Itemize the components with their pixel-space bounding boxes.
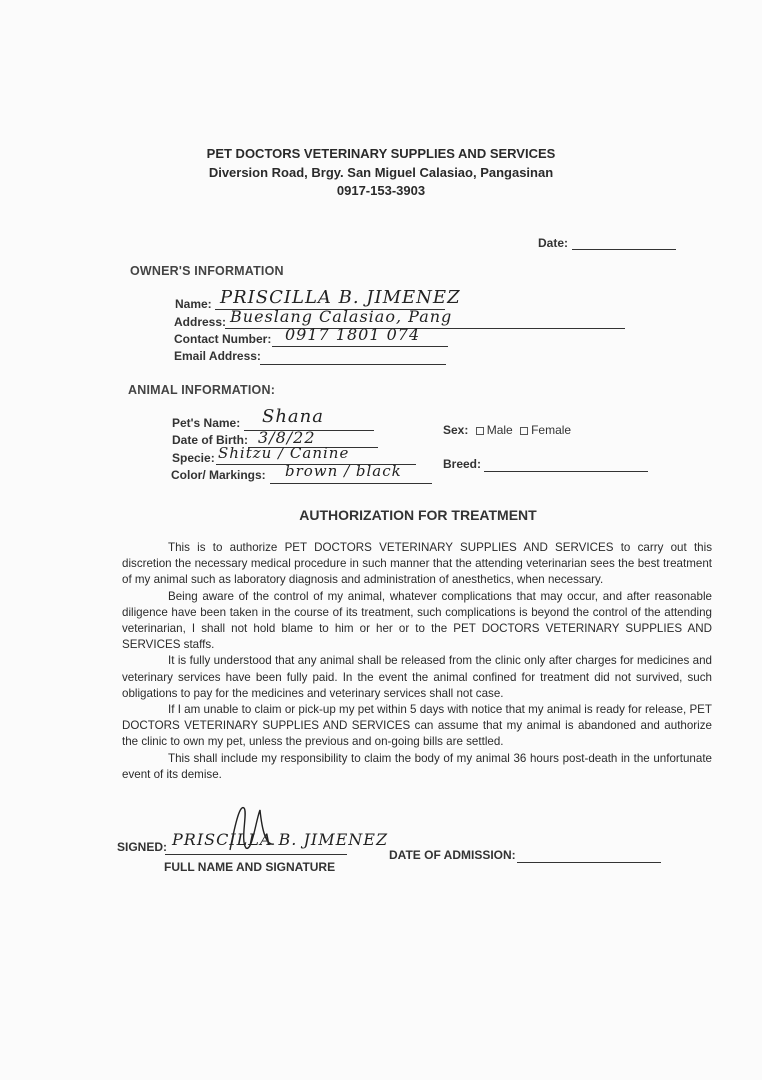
owner-address-label: Address: xyxy=(174,315,227,329)
breed-label: Breed: xyxy=(443,457,482,471)
email-field[interactable] xyxy=(260,364,446,365)
owner-address-value: Bueslang Calasiao, Pang xyxy=(230,307,453,326)
signed-label: SIGNED: xyxy=(117,840,168,854)
sex-field xyxy=(443,423,571,437)
pet-name-label: Pet's Name: xyxy=(172,416,241,430)
email-label: Email Address: xyxy=(174,349,261,363)
specie-value: Shitzu / Canine xyxy=(218,444,350,462)
pet-name-value: Shana xyxy=(262,406,324,427)
contact-number-field[interactable] xyxy=(272,346,448,347)
female-option-label: Female xyxy=(531,423,572,437)
company-phone: 0917-153-3903 xyxy=(336,183,426,198)
dob-label: Date of Birth: xyxy=(172,433,248,447)
contact-number-label: Contact Number: xyxy=(174,332,272,346)
color-markings-label: Color/ Markings: xyxy=(171,468,266,482)
date-field[interactable] xyxy=(572,249,676,250)
contact-number-value: 0917 1801 074 xyxy=(285,325,421,344)
date-label: Date: xyxy=(538,236,569,250)
specie-label: Specie: xyxy=(172,451,215,465)
breed-field[interactable] xyxy=(484,471,648,472)
admission-date-field[interactable] xyxy=(517,862,661,863)
female-checkbox[interactable] xyxy=(520,427,528,435)
authorization-paragraph: It is fully understood that any animal shall be released from the clinic only after charges for medicines and veterinary services have been fully paid. In the event the animal confined for treatment did not survived, such obligations to pay for the medicines and veterinary services shall not case. xyxy=(122,654,712,700)
sex-label: Sex: xyxy=(443,423,469,437)
signature-scribble xyxy=(222,800,282,860)
animal-section-heading: ANIMAL INFORMATION: xyxy=(128,383,276,397)
dob-value: 3/8/22 xyxy=(258,428,316,447)
color-markings-field[interactable] xyxy=(270,483,432,484)
authorization-body xyxy=(122,540,712,783)
signature-value: PRISCILLA B. JIMENEZ xyxy=(172,830,389,849)
male-option-label: Male xyxy=(486,423,513,437)
authorization-title: AUTHORIZATION FOR TREATMENT xyxy=(299,507,537,523)
owner-name-value: PRISCILLA B. JIMENEZ xyxy=(220,287,461,308)
owner-name-label: Name: xyxy=(175,297,212,311)
company-name: PET DOCTORS VETERINARY SUPPLIES AND SERVICES xyxy=(206,146,556,161)
color-markings-value: brown / black xyxy=(285,462,402,480)
company-address: Diversion Road, Brgy. San Miguel Calasiao, Pangasinan xyxy=(208,165,554,180)
signature-caption: FULL NAME AND SIGNATURE xyxy=(164,860,336,874)
authorization-paragraph: Being aware of the control of my animal, whatever complications that may occur, and after reasonable diligence have been taken in the course of its treatment, such complications is beyond the control of the attending veterinarian, I shall not hold blame to him or her or to the PET DOCTORS VETERINARY SUPPLIES AND SERVICES staffs. xyxy=(122,589,712,652)
admission-date-label: DATE OF ADMISSION: xyxy=(389,848,516,862)
authorization-paragraph: This shall include my responsibility to claim the body of my animal 36 hours post-death in the unfortunate event of its demise. xyxy=(122,751,712,781)
male-checkbox[interactable] xyxy=(476,427,484,435)
authorization-paragraph: This is to authorize PET DOCTORS VETERINARY SUPPLIES AND SERVICES to carry out this discretion the necessary medical procedure in such manner that the attending veterinarian sees the best treatment of my animal such as laboratory diagnosis and administration of anesthetics, when necessary. xyxy=(122,541,712,587)
owner-section-heading: OWNER'S INFORMATION xyxy=(130,264,284,278)
authorization-paragraph: If I am unable to claim or pick-up my pet within 5 days with notice that my animal is ready for release, PET DOCTORS VETERINARY SUPPLIES AND SERVICES can assume that my animal is abandoned and authorize the clinic to own my pet, unless the previous and on-going bills are settled. xyxy=(122,703,712,749)
